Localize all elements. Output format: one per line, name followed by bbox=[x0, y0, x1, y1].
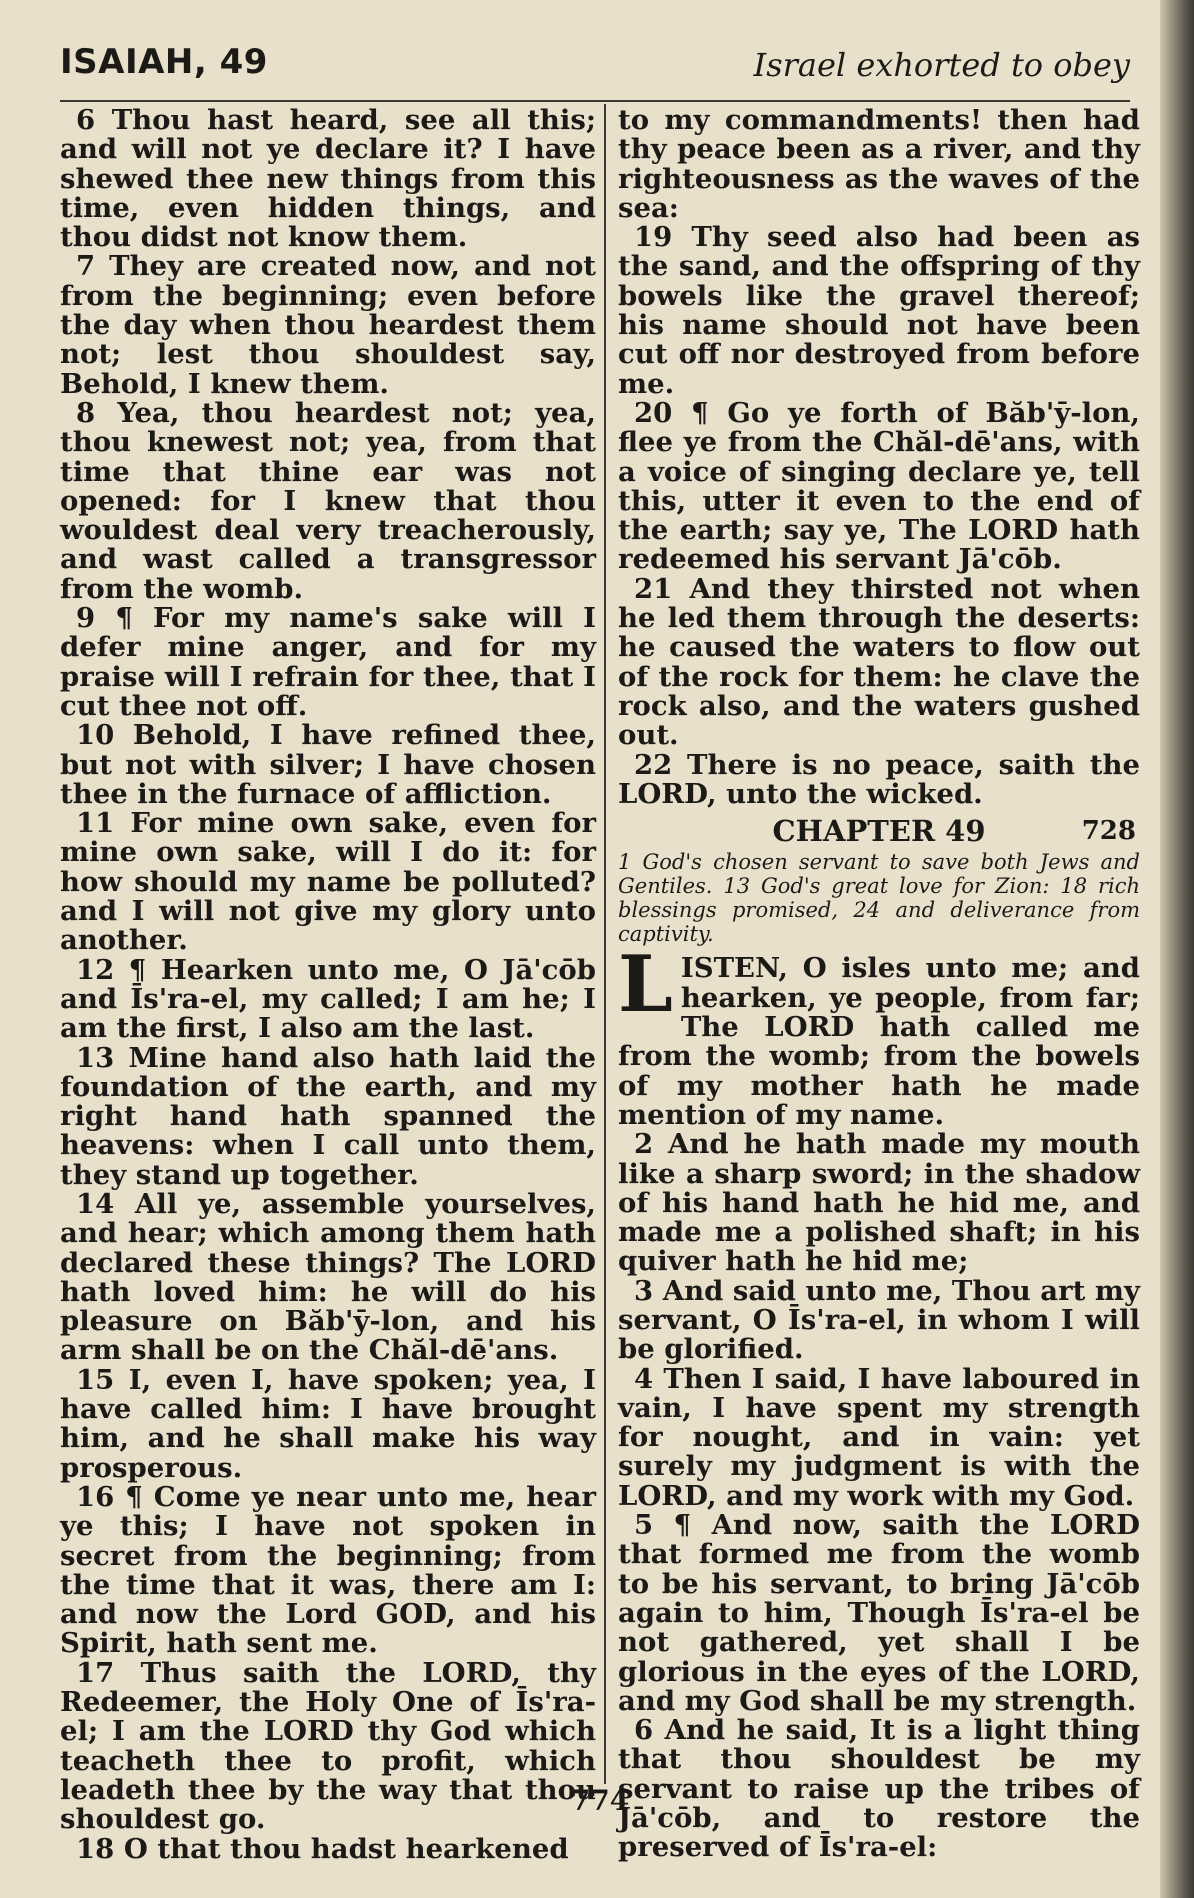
running-topic-heading: Israel exhorted to obey bbox=[753, 46, 1130, 84]
verse-12: 12 ¶ Hearken unto me, O Jā'cōb and Īs'ra-el, my called; I am he; I am the first, I also am the last. bbox=[60, 953, 596, 1045]
book-chapter-heading: ISAIAH, 49 bbox=[60, 42, 268, 82]
verse-6: 6 Thou hast heard, see all this; and will not ye declare it? I have shewed thee new things from this time, even hidden things, and thou didst not know them. bbox=[60, 104, 596, 254]
verse-13: 13 Mine hand also hath laid the foundation of the earth, and my right hand hath spanned the heavens: when I call unto them, they stand up together. bbox=[60, 1041, 596, 1191]
verse-3: 3 And said unto me, Thou art my servant, O Īs'ra-el, in whom I will be glorified. bbox=[618, 1274, 1140, 1366]
verse-21: 21 And they thirsted not when he led them through the deserts: he caused the waters to flow out of the rock for them: he clave the rock also, and the waters gushed out. bbox=[618, 572, 1140, 752]
left-column bbox=[60, 106, 596, 1864]
verse-20: 20 ¶ Go ye forth of Băb'ȳ-lon, flee ye from the Chăl-dē'ans, with a voice of singing declare ye, tell this, utter it even to the end of the earth; say ye, The LORD hath redeemed his servant Jā'cōb. bbox=[618, 396, 1140, 576]
chapter-title: CHAPTER 49 bbox=[772, 814, 986, 849]
verse-15: 15 I, even I, have spoken; yea, I have called him: I have brought him, and he shall make his way prosperous. bbox=[60, 1363, 596, 1484]
verse-9: 9 ¶ For my name's sake will I defer mine anger, and for my praise will I refrain for thee, that I cut thee not off. bbox=[60, 602, 596, 722]
running-header bbox=[60, 42, 1130, 92]
verse-2: 2 And he hath made my mouth like a sharp sword; in the shadow of his hand hath he hid me, and made me a polished shaft; in his quiver hath he hid me; bbox=[618, 1128, 1140, 1278]
verse-16: 16 ¶ Come ye near unto me, hear ye this; I have not spoken in secret from the beginning; from the time that it was, there am I: and now the Lord GOD, and his Spirit, hath sent me. bbox=[60, 1480, 596, 1660]
verse-8: 8 Yea, thou heardest not; yea, thou knewest not; yea, from that time that thine ear was not opened: for I knew that thou wouldest deal very treacherously, and wast called a transgressor from the womb. bbox=[60, 396, 596, 605]
verse-5: 5 ¶ And now, saith the LORD that formed me from the womb to be his servant, to bring Jā'cōb again to him, Though Īs'ra-el be not gathered, yet shall I be glorious in the eyes of the LORD, and my God shall be my strength. bbox=[618, 1509, 1140, 1717]
verse-18: 18 O that thou hadst hearkened bbox=[76, 1832, 569, 1865]
verse-1-text: ISTEN, O isles unto me; and hearken, ye people, from far; The LORD hath called me from the womb; from the bowels of my mother hath he made mention of my name. bbox=[618, 952, 1140, 1131]
verse-6b: 6 And he said, It is a light thing that thou shouldest be my servant to raise up the tribes of Jā'cōb, and to restore the preserved of Īs'ra-el: bbox=[618, 1714, 1140, 1864]
book-spine-shadow bbox=[1160, 0, 1194, 1898]
verse-18-continued: to my commandments! then had thy peace been as a river, and thy righteousness as the waves of the sea: bbox=[618, 104, 1140, 224]
verse-7: 7 They are created now, and not from the beginning; even before the day when thou heardest them not; lest thou shouldest say, Behold, I knew them. bbox=[60, 250, 596, 400]
verse-10: 10 Behold, I have refined thee, but not with silver; I have chosen thee in the furnace of affliction. bbox=[60, 719, 596, 810]
verse-11: 11 For mine own sake, even for mine own sake, will I do it: for how should my name be polluted? and I will not give my glory unto another. bbox=[60, 807, 596, 957]
right-column bbox=[618, 106, 1140, 1863]
header-rule bbox=[60, 100, 1130, 102]
chapter-heading bbox=[618, 814, 1140, 849]
verse-19: 19 Thy seed also had been as the sand, and the offspring of thy bowels like the gravel thereof; his name should not have been cut off nor destroyed from before me. bbox=[618, 221, 1140, 400]
verse-22: 22 There is no peace, saith the LORD, unto the wicked. bbox=[618, 748, 1140, 810]
verse-17: 17 Thus saith the LORD, thy Redeemer, the Holy One of Īs'ra-el; I am the LORD thy God which teacheth thee to profit, which leadeth thee by the way that thou shouldest go. bbox=[60, 1656, 596, 1836]
drop-cap: L bbox=[618, 939, 673, 1031]
verse-1 bbox=[618, 939, 1140, 1131]
verse-14: 14 All ye, assemble yourselves, and hear; which among them hath declared these things? The LORD hath loved him: he will do his pleasure on Băb'ȳ-lon, and his arm shall be on the Chăl-dē'ans. bbox=[60, 1187, 596, 1367]
chapter-marginal-number: 728 bbox=[1081, 816, 1136, 847]
verse-4: 4 Then I said, I have laboured in vain, I have spent my strength for nought, and in vain: yet surely my judgment is with the LORD, and my work with my God. bbox=[618, 1362, 1140, 1512]
chapter-summary: 1 God's chosen servant to save both Jews and Gentiles. 13 God's great love for Zion: 18 rich blessings promised, 24 and deliverance from captivity. bbox=[618, 850, 1140, 947]
column-divider bbox=[604, 104, 606, 1784]
page-number: 774 bbox=[570, 1784, 630, 1817]
